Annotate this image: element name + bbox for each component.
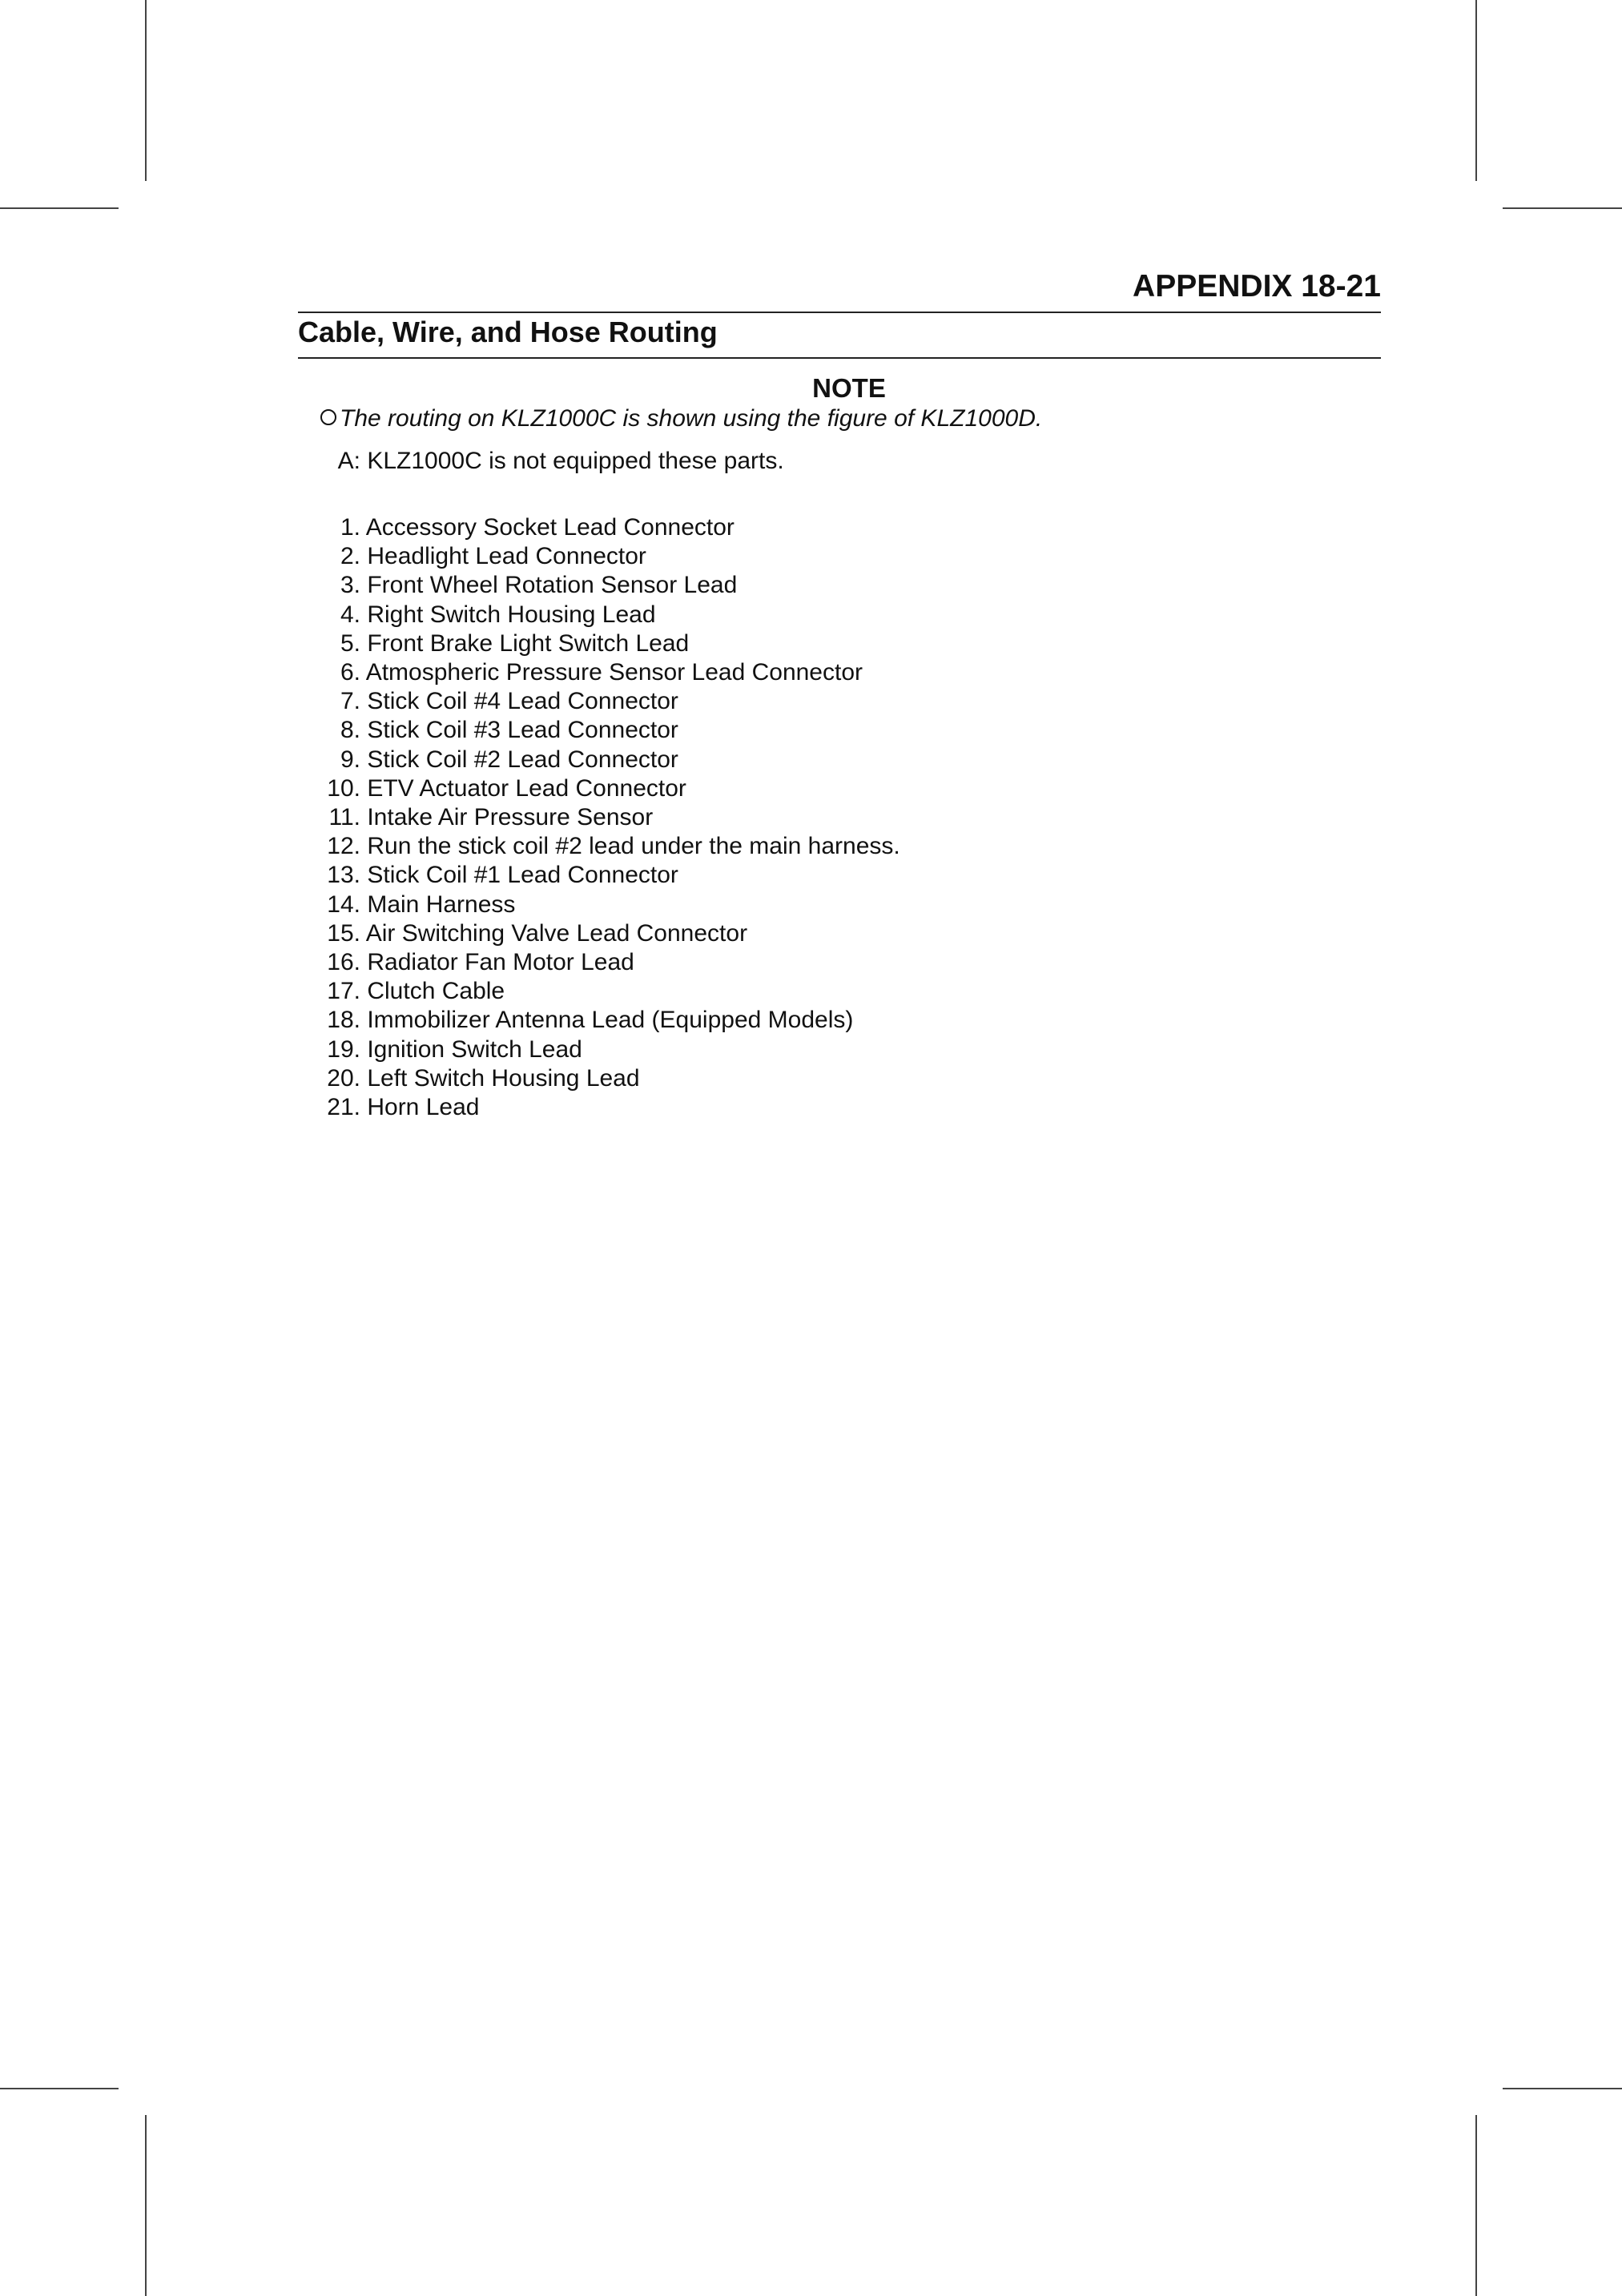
list-item (312, 832, 900, 861)
crop-mark-top-left-vertical (145, 0, 147, 181)
list-item-number: 7. (340, 688, 360, 715)
list-item-text: Front Brake Light Switch Lead (367, 629, 690, 657)
list-item-number: 17. (327, 978, 360, 1005)
list-item-text: Clutch Cable (367, 978, 505, 1005)
list-item (312, 891, 900, 919)
list-item-number: 19. (327, 1035, 360, 1063)
legend-a-label: A: (337, 448, 360, 474)
list-item (312, 1064, 900, 1093)
list-item-text: Intake Air Pressure Sensor (367, 804, 654, 831)
crop-mark-bottom-right-vertical (1475, 2115, 1477, 2296)
crop-mark-bottom-left-vertical (145, 2115, 147, 2296)
list-item-text: Stick Coil #3 Lead Connector (367, 717, 678, 744)
list-item-text: Stick Coil #4 Lead Connector (367, 688, 678, 715)
list-item-text: Stick Coil #2 Lead Connector (367, 746, 678, 773)
parts-list (312, 513, 900, 1122)
list-item-text: ETV Actuator Lead Connector (367, 774, 686, 802)
legend-a (320, 443, 784, 480)
legend-a-text: KLZ1000C is not equipped these parts. (367, 448, 784, 474)
list-item-number: 14. (327, 891, 360, 918)
list-item-number: 16. (327, 949, 360, 976)
list-item (312, 948, 900, 977)
list-item-number: 18. (327, 1007, 360, 1034)
list-item (312, 919, 900, 948)
list-item-text: Radiator Fan Motor Lead (367, 949, 634, 976)
page-number: APPENDIX 18-21 (1133, 269, 1381, 304)
list-item-number: 15. (327, 919, 360, 947)
crop-mark-top-right-vertical (1475, 0, 1477, 181)
list-item (312, 746, 900, 774)
list-item-number: 13. (327, 862, 360, 889)
list-item (312, 687, 900, 716)
list-item-number: 20. (327, 1064, 360, 1092)
list-item-number: 21. (327, 1094, 360, 1121)
list-item (312, 658, 900, 687)
list-item (312, 977, 900, 1006)
list-item-number: 12. (327, 833, 360, 860)
list-item-text: Right Switch Housing Lead (367, 601, 656, 628)
circle-bullet-icon (320, 409, 336, 425)
list-item (312, 513, 900, 542)
section-title: Cable, Wire, and Hose Routing (298, 316, 718, 348)
section-rule (298, 357, 1381, 359)
crop-mark-top-left-horizontal (0, 207, 119, 209)
list-item-text: Main Harness (367, 891, 516, 918)
list-item-text: Stick Coil #1 Lead Connector (367, 862, 678, 889)
list-item-number: 3. (340, 572, 360, 599)
list-item-text: Ignition Switch Lead (367, 1035, 582, 1063)
list-item-number: 8. (340, 717, 360, 744)
list-item (312, 601, 900, 629)
list-item (312, 1006, 900, 1035)
list-item (312, 774, 900, 803)
list-item-text: Accessory Socket Lead Connector (365, 514, 735, 541)
page-header (298, 264, 1381, 312)
note-text-line (320, 400, 1042, 437)
list-item (312, 1093, 900, 1122)
list-item-text: Horn Lead (367, 1094, 480, 1121)
list-item-text: Atmospheric Pressure Sensor Lead Connector (365, 659, 863, 686)
list-item (312, 542, 900, 571)
crop-mark-top-right-horizontal (1503, 207, 1622, 209)
list-item-text: Front Wheel Rotation Sensor Lead (367, 572, 738, 599)
list-item-number: 6. (340, 659, 360, 686)
list-item (312, 1035, 900, 1064)
list-item-number: 1. (340, 514, 360, 541)
list-item-number: 4. (340, 601, 360, 628)
list-item (312, 629, 900, 658)
list-item (312, 803, 900, 832)
list-item-number: 9. (340, 746, 360, 773)
list-item (312, 861, 900, 890)
crop-mark-bottom-left-horizontal (0, 2088, 119, 2089)
list-item-number: 2. (340, 543, 360, 570)
list-item-number: 11. (328, 804, 360, 831)
crop-mark-bottom-right-horizontal (1503, 2088, 1622, 2089)
list-item (312, 571, 900, 600)
note-heading: NOTE (812, 373, 886, 403)
list-item-number: 5. (340, 629, 360, 657)
list-item-text: Left Switch Housing Lead (367, 1064, 640, 1092)
list-item-text: Air Switching Valve Lead Connector (365, 919, 748, 947)
list-item (312, 716, 900, 745)
list-item-number: 10. (327, 774, 360, 802)
note-text: The routing on KLZ1000C is shown using the figure of KLZ1000D. (340, 405, 1043, 432)
list-item-text: Immobilizer Antenna Lead (Equipped Models) (367, 1007, 854, 1034)
list-item-text: Headlight Lead Connector (367, 543, 646, 570)
list-item-text: Run the stick coil #2 lead under the main harness. (367, 833, 900, 860)
